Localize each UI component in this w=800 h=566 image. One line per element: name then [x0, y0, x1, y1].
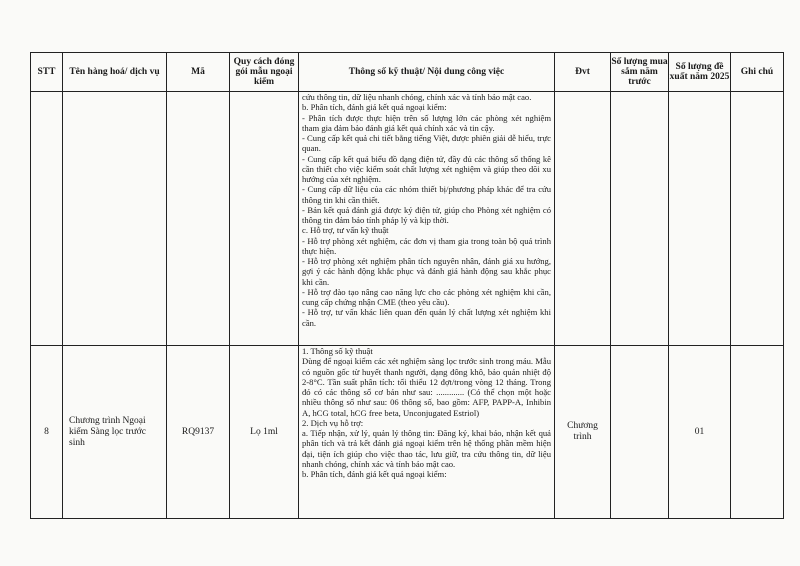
cell-proposed	[669, 346, 731, 519]
header-unit: Đvt	[555, 53, 611, 92]
cell-note	[731, 346, 784, 519]
header-prev: Số lượng mua sắm năm trước	[611, 53, 669, 92]
spec-content	[299, 346, 554, 479]
spec-line: - Hỗ trợ, tư vấn khác liên quan đến quản lý chất lượng xét nghiệm khi cần.	[302, 307, 551, 328]
cell-stt	[31, 346, 63, 519]
item-code: RQ9137	[181, 426, 215, 437]
spec-line: - Cung cấp dữ liệu của các nhóm thiết bị/phương pháp khác để tra cứu thông tin khi cần thiết.	[302, 184, 551, 205]
spec-content	[299, 92, 554, 328]
cell-note	[731, 92, 784, 346]
cell-proposed	[669, 92, 731, 346]
spec-line: - Hỗ trợ phòng xét nghiệm, các đơn vị tham gia trong toàn bộ quá trình thực hiện.	[302, 235, 551, 256]
item-name: Chương trình Ngoại kiểm Sàng lọc trước sinh	[69, 415, 146, 448]
spec-line: 1. Thông số kỹ thuật	[302, 346, 373, 356]
header-name: Tên hàng hoá/ dịch vụ	[63, 53, 167, 92]
table-row	[31, 92, 784, 346]
cell-pack	[230, 346, 299, 519]
spec-line: - Cung cấp kết quả biểu đồ dạng điện tử, đầy đủ các thông số thống kê cần thiết cho việc kiểm soát chất lượng xét nghiệm và giúp theo dõi xu hướng của xét nghiệm.	[302, 153, 551, 184]
spec-line: - Hỗ trợ phòng xét nghiệm phân tích nguyên nhân, đánh giá xu hướng, gợi ý các hành động khắc phục và đánh giá hành động sau khắc phục khi cần.	[302, 256, 551, 287]
spec-line: a. Tiếp nhận, xử lý, quản lý thông tin: Đăng ký, khai báo, nhận kết quả phân tích và trả kết đánh giá ngoại kiểm trên hệ thống phần mềm hiện đại, tiện ích giúp cho việc thao tác, lưu giữ, tra cứu thông tin, dữ liệu nhanh chóng, chính xác và tính bảo mật cao.	[302, 428, 551, 469]
spec-line: - Cung cấp kết quả chi tiết bằng tiếng Việt, được phiên giải dễ hiểu, trực quan.	[302, 133, 551, 154]
spec-line: - Bản kết quả đánh giá được ký điện tử, giúp cho Phòng xét nghiệm có thông tin đảm bảo tính pháp lý và kịp thời.	[302, 204, 551, 225]
header-stt: STT	[31, 53, 63, 92]
cell-code	[167, 346, 230, 519]
spec-line: b. Phân tích, đánh giá kết quả ngoại kiểm:	[302, 102, 447, 113]
header-row	[31, 53, 784, 92]
spec-line: cứu thông tin, dữ liệu nhanh chóng, chính xác và tính bảo mật cao.	[302, 92, 532, 102]
spec-line: Dùng để ngoại kiểm các xét nghiệm sàng lọc trước sinh trong máu. Mẫu có nguồn gốc từ huyết thanh người, dạng đông khô, bảo quản nhiệt độ 2-8°C. Tần suất phân tích: tối thiểu 12 đợt/trong vòng 12 tháng. Trong đó có các thông số cơ bản như sau: ............. (Có thể chọn một hoặc nhiều thông số như sau: 06 thông số, bao gồm: AFP, PAPP-A, Inhibin A, hCG total, hCG free beta, Unconjugated Estriol)	[302, 356, 551, 418]
cell-unit	[555, 92, 611, 346]
cell-spec	[299, 346, 555, 519]
header-pack: Quy cách đóng gói mẫu ngoại kiểm	[230, 53, 299, 92]
cell-spec	[299, 92, 555, 346]
header-note: Ghi chú	[731, 53, 784, 92]
spec-line: - Hỗ trợ đào tạo nâng cao năng lực cho các phòng xét nghiệm khi cần, cung cấp chứng nhận CME (theo yêu cầu).	[302, 286, 551, 307]
item-pack: Lọ 1ml	[250, 426, 278, 437]
cell-name	[63, 92, 167, 346]
spec-line: b. Phân tích, đánh giá kết quả ngoại kiểm:	[302, 469, 447, 479]
cell-pack	[230, 92, 299, 346]
stt-value: 8	[44, 426, 49, 437]
cell-unit	[555, 346, 611, 519]
cell-prev	[611, 346, 669, 519]
spec-line: - Phân tích được thực hiện trên số lượng lớn các phòng xét nghiệm tham gia đảm bảo đánh giá kết quả chính xác và tin cậy.	[302, 112, 551, 133]
cell-code	[167, 92, 230, 346]
header-code: Mã	[167, 53, 230, 92]
header-proposed: Số lượng đề xuất năm 2025	[669, 53, 731, 92]
cell-name	[63, 346, 167, 519]
table-row	[31, 346, 784, 519]
spec-table	[30, 52, 784, 519]
spec-line: c. Hỗ trợ, tư vấn kỹ thuật	[302, 225, 389, 236]
header-spec: Thông số kỹ thuật/ Nội dung công việc	[299, 53, 555, 92]
cell-prev	[611, 92, 669, 346]
item-proposed: 01	[694, 426, 705, 437]
spec-line: 2. Dịch vụ hỗ trợ:	[302, 417, 364, 428]
cell-stt	[31, 92, 63, 346]
item-unit: Chương trình	[567, 421, 598, 442]
